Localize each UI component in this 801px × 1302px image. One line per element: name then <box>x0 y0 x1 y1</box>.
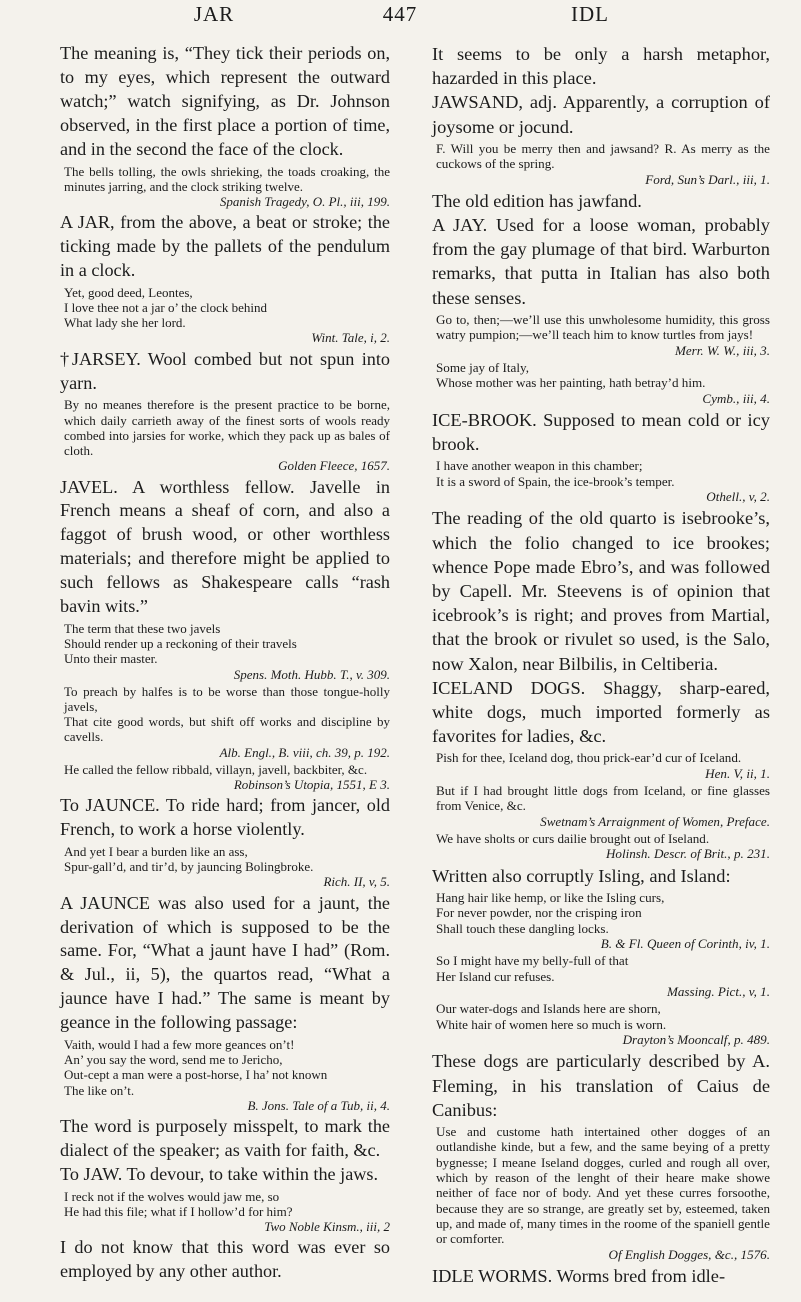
citation-quote <box>432 953 770 999</box>
quote-line: An’ you say the word, send me to Jericho, <box>64 1052 283 1068</box>
entry-paragraph: To JAW. To devour, to take within the jaws. <box>60 1163 379 1184</box>
quote-line: So I might have my belly-full of that <box>436 953 629 969</box>
citation-source: Swetnam’s Arraignment of Women, Preface. <box>540 813 770 829</box>
citation-source: Massing. Pict., v, 1. <box>666 984 770 1000</box>
quote-line: It is a sword of Spain, the ice-brook’s temper. <box>436 473 675 489</box>
citation-source: Alb. Engl., B. viii, ch. 39, p. 192. <box>219 744 390 760</box>
entry-paragraph: The old edition has jawfand. <box>432 190 642 211</box>
left-column <box>60 42 390 1284</box>
citation-source: Spens. Moth. Hubb. T., v. 309. <box>233 666 390 682</box>
citation-quote <box>60 1037 390 1113</box>
entry-paragraph: A JAY. Used for a loose woman, probably from the gay plumage of that bird. Warburton remarks, that putta in Italian has also both these senses. <box>432 215 770 308</box>
entry-paragraph: JAWSAND, adj. Apparently, a corruption of joysome or jocund. <box>432 92 770 137</box>
entry-paragraph: JAVEL. A worthless fellow. Javelle in French means a sheaf of corn, and also a faggot of brush wood, or other worthless materials; and therefore might be applied to such fellows as Shakespeare calls “rash bavin wits.” <box>60 476 390 617</box>
quote-line: Yet, good deed, Leontes, <box>64 284 193 300</box>
quote-line: Hang hair like hemp, or like the Isling curs, <box>436 890 665 905</box>
entry-paragraph: A JAUNCE was also used for a jaunt, the derivation of which is supposed to be the same. For, “What a jaunt have I had” (Rom. & Jul., ii, 5), the quartos read, “What a jaunce have I had.” The same is meant by geance in the following passage: <box>60 892 390 1033</box>
quote-line: White hair of women here so much is worn. <box>436 1016 667 1032</box>
quote-line: He called the fellow ribbald, villayn, javell, backbiter, &c. <box>64 761 368 777</box>
entry-paragraph: Written also corruptly Isling, and Island: <box>432 865 731 886</box>
entry-paragraph: The reading of the old quarto is isebrooke’s, which the folio changed to ice brookes; whence Pope made Ebro’s, and was followed by Capell. Mr. Steevens is of opinion that icebrook’s is right; and proves from Martial, that the brook or rivulet so used, is the Salo, now Xalon, near Bilbilis, in Celtiberia. <box>432 508 770 674</box>
quote-line: Go to, then;—we’ll use this unwholesome humidity, this gross watry pumpion;—we’ll teach him to know turtles from jays! <box>436 311 770 343</box>
citation-source: Othell., v, 2. <box>706 489 770 505</box>
citation-source: B. Jons. Tale of a Tub, ii, 4. <box>247 1097 390 1113</box>
entry-paragraph: To JAUNCE. To ride hard; from jancer, old French, to work a horse violently. <box>60 795 390 840</box>
entry-paragraph: I do not know that this word was ever so employed by any other author. <box>60 1237 390 1282</box>
quote-line: He had this file; what if I hollow’d for him? <box>64 1203 293 1219</box>
citation-quote <box>432 458 770 504</box>
quote-line: Our water-dogs and Islands here are shorn, <box>436 1001 661 1017</box>
citation-quote <box>432 890 770 951</box>
entry-paragraph: ICELAND DOGS. Shaggy, sharp-eared, white dogs, much imported formerly as favorites for ladies, &c. <box>432 677 770 747</box>
citation-source: Of English Dogges, &c., 1576. <box>608 1246 770 1262</box>
citation-quote <box>60 285 390 346</box>
quote-line: Spur-gall’d, and tir’d, by jauncing Bolingbroke. <box>64 859 314 875</box>
citation-source: Golden Fleece, 1657. <box>278 458 390 474</box>
quote-line: Whose mother was her painting, hath betray’d him. <box>436 375 706 391</box>
citation-quote <box>60 684 390 760</box>
citation-source: Ford, Sun’s Darl., iii, 1. <box>645 171 770 187</box>
right-column <box>432 42 770 1288</box>
quote-line: I reck not if the wolves would jaw me, so <box>64 1188 280 1204</box>
citation-quote <box>432 1001 770 1047</box>
citation-source: Two Noble Kinsm., iii, 2 <box>264 1219 390 1235</box>
quote-line: Out-cept a man were a post-horse, I ha’ not known <box>64 1067 328 1083</box>
entry-paragraph: It seems to be only a harsh metaphor, hazarded in this place. <box>432 44 770 89</box>
entry-paragraph: A JAR, from the above, a beat or stroke; the ticking made by the pallets of the pendulum in a clock. <box>60 212 390 280</box>
citation-quote <box>60 844 390 890</box>
entry-paragraph: ICE-BROOK. Supposed to mean cold or icy brook. <box>432 409 770 455</box>
page-number: 447 <box>382 2 418 26</box>
running-head-right: IDL <box>571 2 609 26</box>
quote-line: The like on’t. <box>64 1082 135 1098</box>
citation-quote <box>432 831 770 862</box>
quote-line: I have another weapon in this chamber; <box>436 458 643 474</box>
running-head-left: JAR <box>193 2 235 26</box>
citation-source: Spanish Tragedy, O. Pl., iii, 199. <box>219 193 390 209</box>
quote-line: By no meanes therefore is the present practice to be borne, which daily carrieth away of the finest sorts of wools ready combed into jarsies for worke, which they pack up as bales of cloth. <box>64 397 390 459</box>
citation-source: Holinsh. Descr. of Brit., p. 231. <box>605 846 770 862</box>
citation-quote <box>432 141 770 187</box>
citation-quote <box>60 164 390 210</box>
quote-line: Her Island cur refuses. <box>436 968 555 984</box>
citation-source: Rich. II, v, 5. <box>323 874 390 890</box>
citation-quote <box>432 750 770 781</box>
citation-quote <box>432 783 770 829</box>
citation-quote <box>432 312 770 358</box>
citation-quote <box>60 621 390 682</box>
citation-source: Wint. Tale, i, 2. <box>311 330 390 346</box>
quote-line: F. Will you be merry then and jawsand? R. As merry as the cuckows of the spring. <box>436 140 770 172</box>
quote-line: Some jay of Italy, <box>436 359 529 375</box>
entry-paragraph: The word is purposely misspelt, to mark the dialect of the speaker; as vaith for faith, &c. <box>60 1116 390 1160</box>
quote-line: For never powder, nor the crisping iron <box>436 905 642 921</box>
quote-line: Unto their master. <box>64 651 158 667</box>
entry-paragraph: These dogs are particularly described by A. Fleming, in his translation of Caius de Canibus: <box>432 1051 770 1120</box>
quote-line: And yet I bear a burden like an ass, <box>64 843 248 859</box>
citation-source: Hen. V, ii, 1. <box>705 765 770 781</box>
quote-line: What lady she her lord. <box>64 315 186 331</box>
citation-quote <box>60 762 390 792</box>
citation-quote <box>432 1124 770 1262</box>
quote-line: Shall touch these dangling locks. <box>436 920 609 936</box>
citation-quote <box>60 1189 390 1235</box>
quote-line: Use and custome hath intertained other dogges of an outlandishe kinde, but a few, and the same beying of a pretty bygnesse; I meane Iseland dogges, curled and rough all over, which by reason of the lenght of their heare make showe neither of face nor of body. And yet these curres forsoothe, because they are so strange, are greatly set by, esteemed, taken up, and made of, many times in the roome of the spaniell gentle or comforter. <box>436 1124 770 1247</box>
citation-source: Cymb., iii, 4. <box>702 390 770 406</box>
citation-source: Robinson’s Utopia, 1551, E 3. <box>233 776 390 792</box>
citation-source: B. & Fl. Queen of Corinth, iv, 1. <box>600 936 770 952</box>
quote-line: We have sholts or curs dailie brought out of Iseland. <box>436 831 710 847</box>
quote-line: That cite good words, but shift off works and discipline by cavells. <box>64 714 390 745</box>
citation-source: Merr. W. W., iii, 3. <box>674 342 770 358</box>
quote-line: I love thee not a jar o’ the clock behind <box>64 300 267 316</box>
citation-source: Drayton’s Mooncalf, p. 489. <box>622 1032 770 1048</box>
quote-line: Vaith, would I had a few more geances on’t! <box>64 1037 295 1053</box>
quote-line: The bells tolling, the owls shrieking, the toads croaking, the minutes jarring, and the clock striking twelve. <box>64 163 390 194</box>
quote-line: To preach by halfes is to be worse than those tongue-holly javels, <box>64 683 390 714</box>
quote-line: Should render up a reckoning of their travels <box>64 636 297 652</box>
entry-paragraph: IDLE WORMS. Worms bred from idle- <box>432 1266 726 1287</box>
quote-line: But if I had brought little dogs from Iceland, or fine glasses from Venice, &c. <box>436 783 770 814</box>
citation-quote <box>60 397 390 473</box>
entry-paragraph: The meaning is, “They tick their periods on, to my eyes, which represent the outward watch;” watch signifying, as Dr. Johnson observed, in the first place a portion of time, and in the second the face of the clock. <box>60 43 390 159</box>
quote-line: Pish for thee, Iceland dog, thou prick-ear’d cur of Iceland. <box>436 750 742 766</box>
quote-line: The term that these two javels <box>64 620 221 636</box>
citation-quote <box>432 360 770 406</box>
entry-paragraph: †JARSEY. Wool combed but not spun into yarn. <box>60 348 390 393</box>
